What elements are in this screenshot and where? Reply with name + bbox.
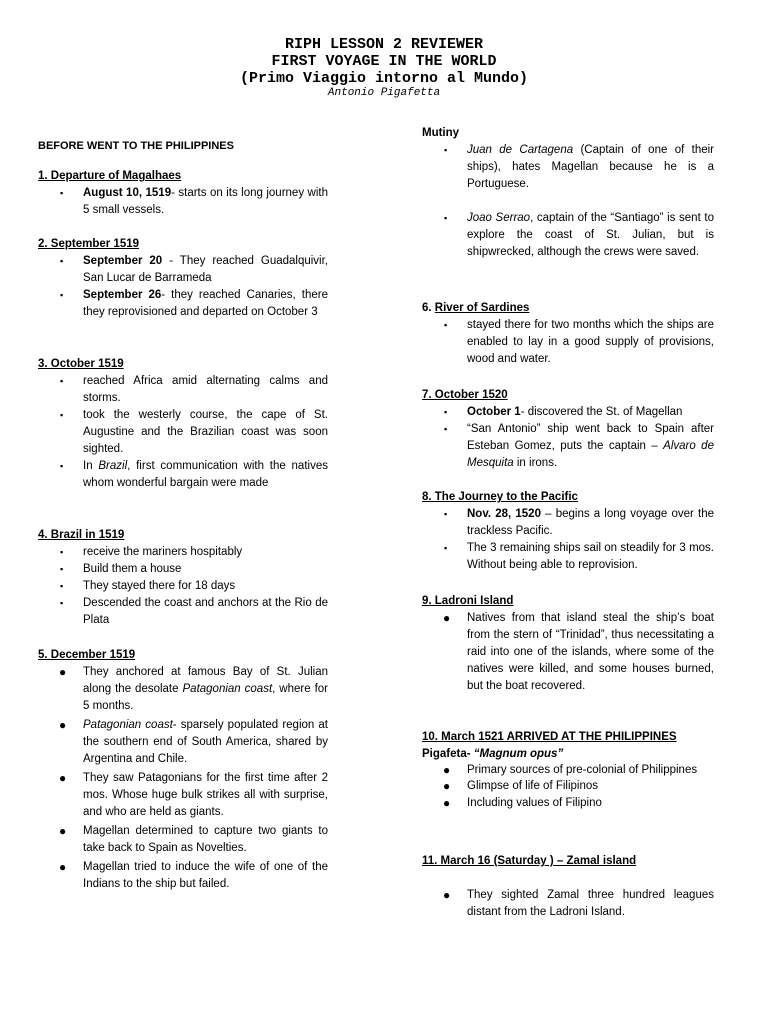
section-1-heading: 1. Departure of Magalhaes [38, 170, 182, 182]
list-item: ▪ October 1- discovered the St. of Magellan [444, 406, 683, 418]
list-item: ● Patagonian coast- sparsely populated region at the southern end of South America, shared by Argentina and Chile. [59, 718, 328, 765]
list-item: ▪ Joao Serrao, captain of the “Santiago” is sent to explore the coast of St. Julian, but is shipwrecked, although the crews were saved. [444, 212, 714, 258]
document-header [0, 36, 768, 100]
list-item: ▪ reached Africa amid alternating calms and storms. [60, 375, 328, 404]
list-item: ▪ In Brazil, first communication with the natives whom wonderful bargain were made [60, 460, 328, 489]
list-item: ▪ August 10, 1519- starts on its long journey with 5 small vessels. [60, 187, 328, 216]
section-4-heading: 4. Brazil in 1519 [38, 529, 125, 541]
mutiny-section [422, 125, 714, 261]
section-11 [422, 853, 714, 921]
list-item: ● Magellan tried to induce the wife of one of the Indians to the ship but failed. [59, 860, 328, 890]
list-item: ▪ September 20 - They reached Guadalquivir, San Lucar de Barrameda [60, 255, 328, 284]
list-item: ● They sighted Zamal three hundred leagues distant from the Ladroni Island. [443, 888, 714, 918]
list-item: ● They anchored at famous Bay of St. Julian along the desolate Patagonian coast, where for 5 months. [59, 665, 328, 712]
list-item: ▪ took the westerly course, the cape of St. Augustine and the Brazilian coast was soon sighted. [60, 409, 328, 455]
list-item: ● Magellan determined to capture two giants to take back to Spain as Novelties. [59, 824, 328, 854]
list-item: ▪ September 26- they reached Canaries, there they reprovisioned and departed on October 3 [60, 289, 328, 318]
section-6 [422, 300, 714, 368]
intro-heading: BEFORE WENT TO THE PHILIPPINES [38, 140, 234, 152]
section-7 [422, 387, 714, 472]
section-5-heading: 5. December 1519 [38, 649, 136, 661]
list-item: ▪ “San Antonio” ship went back to Spain after Esteban Gomez, puts the captain – Alvaro de Mesquita in irons. [444, 423, 714, 469]
list-item: ● Including values of Filipino [443, 796, 602, 810]
section-4 [38, 527, 328, 629]
title-line-3: (Primo Viaggio intorno al Mundo) [239, 70, 529, 87]
section-5 [38, 647, 328, 893]
list-item: ▪ They stayed there for 18 days [60, 580, 236, 592]
list-item: ▪ receive the mariners hospitably [60, 546, 243, 558]
section-8 [422, 489, 714, 574]
author-line: Antonio Pigafetta [327, 87, 441, 99]
section-11-heading: 11. March 16 (Saturday ) – Zamal island [422, 855, 637, 867]
list-item: ▪ Nov. 28, 1520 – begins a long voyage over the trackless Pacific. [444, 508, 714, 537]
section-1 [38, 168, 328, 219]
section-2-heading: 2. September 1519 [38, 238, 140, 250]
section-9-heading: 9. Ladroni Island [422, 595, 514, 607]
title-line-2: FIRST VOYAGE IN THE WORLD [271, 53, 497, 70]
list-item: ▪ Build them a house [60, 563, 182, 575]
list-item: ● Glimpse of life of Filipinos [443, 779, 599, 793]
section-10 [422, 729, 714, 812]
list-item: ▪ Juan de Cartagena (Captain of one of their ships), hates Magellan because he is a Portuguese. [444, 144, 714, 190]
mutiny-heading: Mutiny [422, 127, 460, 139]
list-item: ▪ The 3 remaining ships sail on steadily for 3 mos. Without being able to reprovision. [444, 542, 714, 571]
section-10-heading: 10. March 1521 ARRIVED AT THE PHILIPPINES [422, 731, 677, 743]
section-7-heading: 7. October 1520 [422, 389, 508, 401]
list-item: ● They saw Patagonians for the first time after 2 mos. Whose huge bulk strikes all with surprise, and who are held as giants. [59, 771, 328, 818]
intro-heading-block [38, 138, 328, 155]
section-6-heading: 6. River of Sardines [422, 302, 530, 314]
section-9 [422, 593, 714, 695]
title-line-1: RIPH LESSON 2 REVIEWER [284, 36, 484, 53]
section-3-heading: 3. October 1519 [38, 358, 124, 370]
list-item: ● Natives from that island steal the ship’s boat from the stern of “Trinidad”, thus necessitating a raid into one of the islands, where some of the natives were killed, and some houses burned, but the boat recovered. [443, 611, 714, 692]
list-item: ● Primary sources of pre-colonial of Philippines [443, 763, 698, 777]
list-item: ▪ stayed there for two months which the ships are enabled to lay in a good supply of provisions, wood and water. [444, 319, 714, 365]
section-2 [38, 236, 328, 321]
list-item: ▪ Descended the coast and anchors at the Rio de Plata [60, 597, 328, 626]
section-10-subheading: Pigafeta- “Magnum opus” [422, 748, 564, 760]
section-8-heading: 8. The Journey to the Pacific [422, 491, 578, 503]
section-3 [38, 356, 328, 492]
